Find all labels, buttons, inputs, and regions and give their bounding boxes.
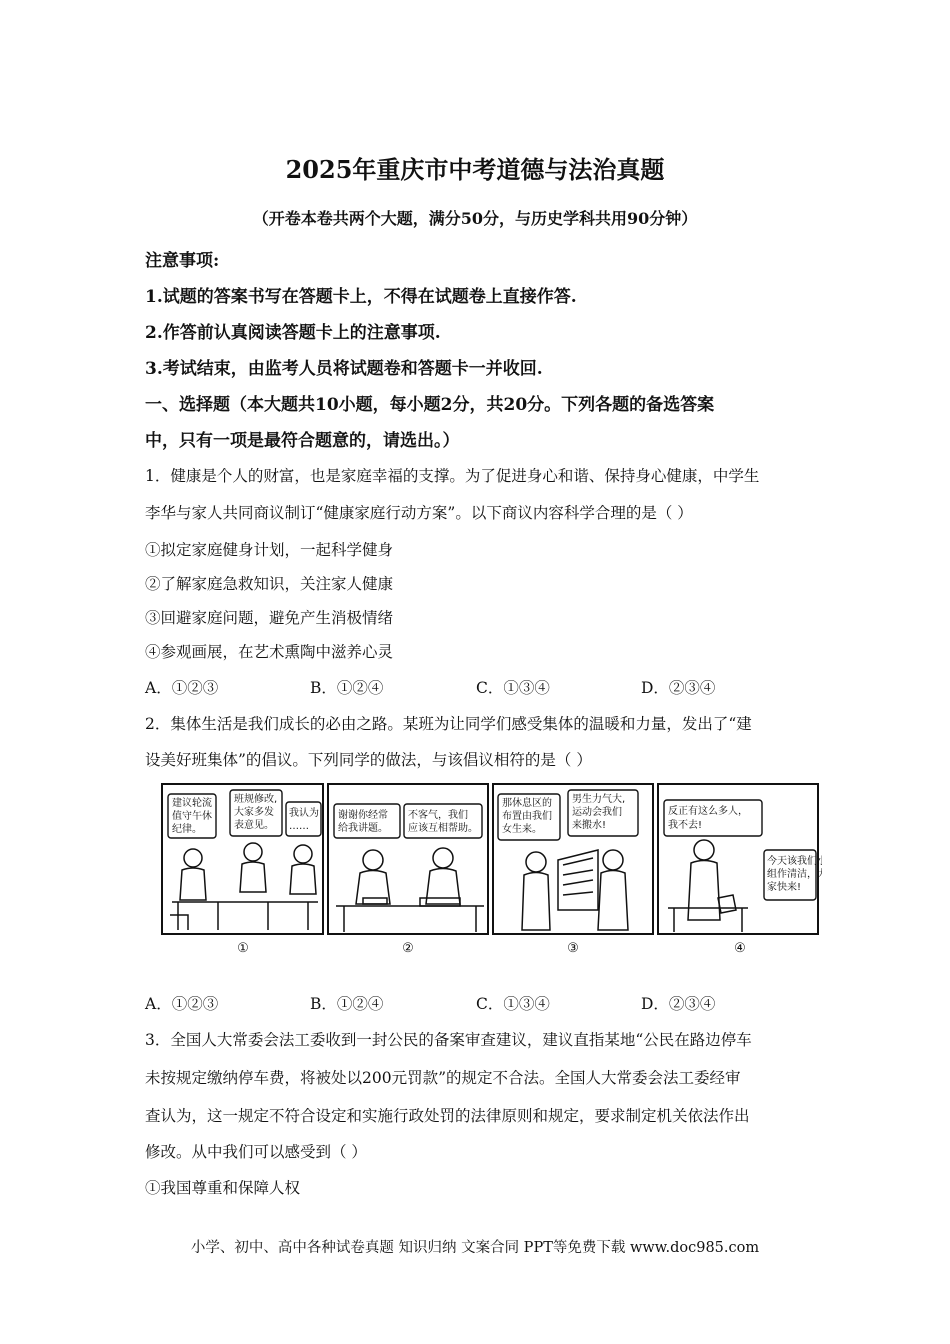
section-heading-line1: 一、选择题（本大题共10小题，每小题2分，共20分。下列各题的备选答案 <box>145 395 715 415</box>
q1-option-d: D．②③④ <box>641 679 716 697</box>
footer-text: 小学、初中、高中各种试卷真题 知识归纳 文案合同 PPT等免费下载 www.doc985.com <box>190 1240 760 1256</box>
q2-option-d: D．②③④ <box>641 995 716 1013</box>
panel-number: ④ <box>734 941 746 956</box>
student-figures-illustration <box>668 840 748 932</box>
bubble-text: 布置由我们 <box>502 811 552 822</box>
notice-item-1: 1.试题的答案书写在答题卡上，不得在试题卷上直接作答. <box>145 287 577 307</box>
q2-stem-line2: 设美好班集体”的倡议。下列同学的做法，与该倡议相符的是（ ） <box>145 751 592 769</box>
bubble-text: 女生来。 <box>502 824 542 835</box>
notice-heading: 注意事项: <box>145 251 220 271</box>
student-figures-illustration <box>336 848 484 932</box>
notice-item-3: 3.考试结束，由监考人员将试题卷和答题卡一并收回. <box>145 359 543 379</box>
bubble-text: 我认为 <box>289 808 319 819</box>
bubble-text: 给我讲题。 <box>338 823 388 834</box>
q2-option-a: A．①②③ <box>145 995 219 1013</box>
bubble-text: 运动会我们 <box>572 807 622 818</box>
bubble-text: 那休息区的 <box>502 798 552 809</box>
bubble-text: 不客气，我们 <box>408 810 468 821</box>
q3-stem-line4: 修改。从中我们可以感受到（ ） <box>145 1143 367 1161</box>
panel-number: ① <box>237 941 249 956</box>
q1-option-b: B．①②④ <box>310 679 384 697</box>
q1-statement-4: ④参观画展，在艺术熏陶中滋养心灵 <box>145 643 394 661</box>
bubble-text: 男生力气大, <box>572 794 626 805</box>
q2-option-c: C．①③④ <box>476 995 550 1013</box>
bubble-text: 今天该我们小 <box>767 856 822 867</box>
panel-number: ③ <box>567 941 579 956</box>
bubble-text: 谢谢你经常 <box>338 810 388 821</box>
q1-statement-2: ②了解家庭急救知识，关注家人健康 <box>145 575 394 593</box>
q1-statement-3: ③回避家庭问题，避免产生消极情绪 <box>145 609 394 627</box>
q3-stem-line2: 未按规定缴纳停车费，将被处以200元罚款”的规定不合法。全国人大常委会法工委经审 <box>145 1069 741 1087</box>
bubble-text: 反正有这么多人， <box>668 806 748 817</box>
bubble-text: 来搬水! <box>572 820 607 831</box>
bubble-text: 应该互相帮助。 <box>408 823 478 834</box>
q1-statement-1: ①拟定家庭健身计划，一起科学健身 <box>145 541 394 559</box>
page-title: 2025年重庆市中考道德与法治真题 <box>285 155 665 184</box>
bubble-text: 值守午休 <box>172 811 212 822</box>
exam-subtitle: （开卷本卷共两个大题，满分50分，与历史学科共用90分钟） <box>252 209 698 228</box>
student-figures-illustration <box>522 850 628 930</box>
bubble-text: 表意见。 <box>234 820 274 831</box>
bubble-text: …… <box>289 821 309 832</box>
q2-stem-line1: 2．集体生活是我们成长的必由之路。某班为让同学们感受集体的温暖和力量，发出了“建 <box>145 715 752 733</box>
bubble-text: 建议轮流 <box>172 798 212 809</box>
bubble-text: 组作清洁，大 <box>767 869 822 880</box>
bubble-text: 大家多发 <box>234 807 274 818</box>
notice-item-2: 2.作答前认真阅读答题卡上的注意事项. <box>145 323 441 343</box>
section-heading-line2: 中，只有一项是最符合题意的，请选出。） <box>145 431 460 451</box>
comic-strip <box>158 780 822 960</box>
q3-statement-1: ①我国尊重和保障人权 <box>145 1179 301 1197</box>
q1-option-c: C．①③④ <box>476 679 550 697</box>
panel-number: ② <box>402 941 414 956</box>
bubble-text: 班规修改, <box>234 794 278 805</box>
bubble-text: 家快来! <box>767 882 802 893</box>
q3-stem-line1: 3．全国人大常委会法工委收到一封公民的备案审查建议，建议直指某地“公民在路边停车 <box>145 1031 752 1049</box>
q2-option-b: B．①②④ <box>310 995 384 1013</box>
q1-stem-line1: 1．健康是个人的财富，也是家庭幸福的支撑。为了促进身心和谐、保持身心健康，中学生 <box>145 467 760 485</box>
q1-stem-line2: 李华与家人共同商议制订“健康家庭行动方案”。以下商议内容科学合理的是（ ） <box>145 504 693 522</box>
q3-stem-line3: 查认为，这一规定不符合设定和实施行政处罚的法律原则和规定，要求制定机关依法作出 <box>145 1107 750 1125</box>
student-figures-illustration <box>170 843 318 930</box>
bubble-text: 我不去! <box>668 820 703 831</box>
bubble-text: 纪律。 <box>172 824 202 835</box>
q1-option-a: A．①②③ <box>145 679 219 697</box>
